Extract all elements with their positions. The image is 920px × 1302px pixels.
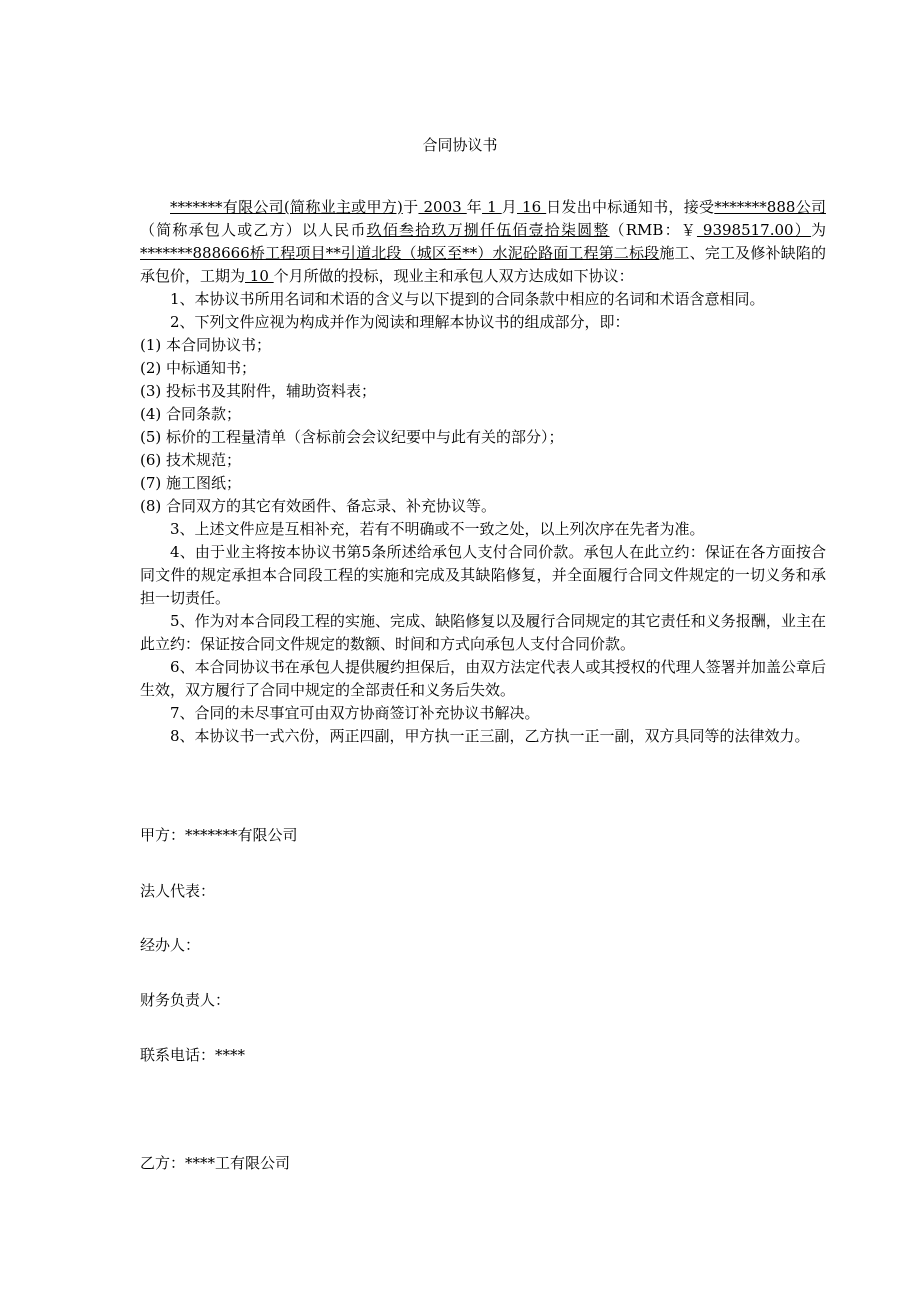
intro-text: 于 (402, 198, 419, 216)
document-item-1: (1) 本合同协议书； (140, 336, 272, 354)
notice-month: 1 (482, 198, 502, 216)
clause-2: 2、下列文件应视为构成并作为阅读和理解本协议书的组成部分，即： (170, 313, 630, 331)
notice-day: 16 (516, 198, 547, 216)
clause-4: 4、由于业主将按本协议书第5条所述给承包人支付合同价款。承包人在此立约：保证在各方面按合同文件的规定承担本合同段工程的实施和完成及其缺陷修复，并全面履行合同文件规定的一切义务和承担一切责任。 (140, 543, 826, 607)
document-item-5: (5) 标价的工程量清单（含标前会会议纪要中与此有关的部分）； (140, 428, 564, 446)
clause-1: 1、本协议书所用名词和术语的含义与以下提到的合同条款中相应的名词和术语含意相同。 (170, 290, 765, 308)
intro-text: 日发出中标通知书，接受 (546, 198, 715, 216)
amount-number: 9398517.00） (696, 221, 811, 239)
clause-5: 5、作为对本合同段工程的实施、完成、缺陷修复以及履行合同规定的其它责任和义务报酬，业主在此立约：保证按合同文件规定的数额、时间和方式向承包人支付合同价款。 (140, 612, 826, 653)
intro-text: 施工、完工及修补缺陷的承包价，工期为 (140, 244, 826, 285)
intro-text: 年 (466, 198, 483, 216)
finance-officer-line: 财务负责人： (140, 991, 231, 1009)
party-b-line: 乙方：****工有限公司 (140, 1154, 291, 1172)
document-item-3: (3) 投标书及其附件，辅助资料表； (140, 382, 377, 400)
amount-words: 玖佰叁拾玖万捌仟伍佰壹拾柒圆整 (366, 221, 610, 239)
clause-3: 3、上述文件应是互相补充，若有不明确或不一致之处，以上列次序在先者为准。 (170, 520, 705, 538)
document-item-2: (2) 中标通知书； (140, 359, 257, 377)
legal-representative-line: 法人代表： (140, 882, 216, 900)
document-item-6: (6) 技术规范； (140, 451, 242, 469)
intro-text: （RMB：￥ (609, 221, 697, 239)
document-title: 合同协议书 (422, 136, 498, 154)
party-a-line: 甲方：*******有限公司 (140, 826, 298, 844)
document-item-7: (7) 施工图纸； (140, 474, 242, 492)
contract-body (140, 196, 826, 748)
intro-text: 个月所做的投标，现业主和承包人双方达成如下协议： (273, 267, 634, 285)
intro-text: 为 (810, 221, 826, 239)
owner-name: *******有限公司(简称业主或甲方) (170, 198, 403, 216)
notice-year: 2003 (418, 198, 467, 216)
clause-6: 6、本合同协议书在承包人提供履约担保后，由双方法定代表人或其授权的代理人签署并加盖公章后生效，双方履行了合同中规定的全部责任和义务后失效。 (140, 658, 826, 699)
clause-7: 7、合同的未尽事宜可由双方协商签订补充协议书解决。 (170, 704, 540, 722)
intro-text: （简称承包人或乙方）以人民币 (140, 221, 367, 239)
duration-months: 10 (245, 267, 274, 285)
document-item-8: (8) 合同双方的其它有效函件、备忘录、补充协议等。 (140, 497, 497, 515)
agent-line: 经办人： (140, 936, 201, 954)
clause-8: 8、本协议书一式六份，两正四副，甲方执一正三副，乙方执一正一副，双方具同等的法律效力。 (170, 727, 810, 745)
document-item-4: (4) 合同条款； (140, 405, 242, 423)
project-name: *******888666桥工程项目**引道北段（城区至**）水泥砼路面工程第二标段 (140, 244, 660, 262)
contact-phone-line: 联系电话：**** (140, 1046, 246, 1064)
intro-paragraph (140, 196, 826, 288)
intro-text: 月 (501, 198, 517, 216)
contractor-name: *******888公司 (714, 198, 826, 216)
